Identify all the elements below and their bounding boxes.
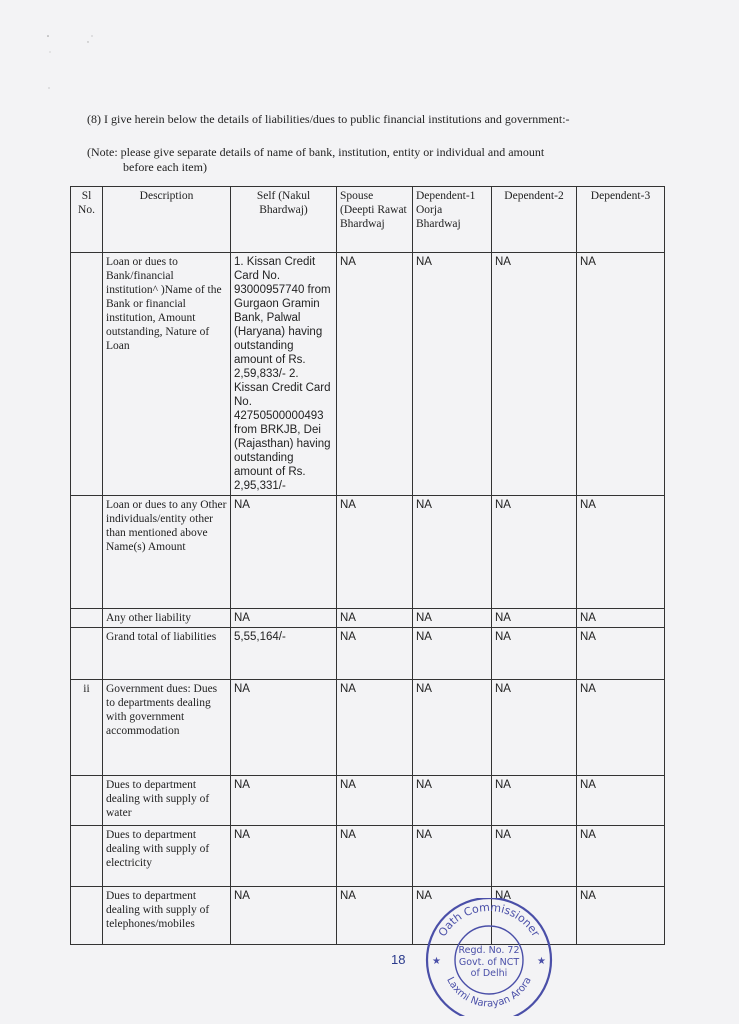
cell-dependent-2: NA (492, 887, 577, 945)
cell-dependent-3: NA (577, 628, 665, 680)
col-header-dependent-3: Dependent-3 (577, 187, 665, 253)
cell-spouse: NA (337, 776, 413, 826)
table-row (71, 776, 665, 826)
page-number: 18 (391, 952, 406, 967)
table-row (71, 609, 665, 628)
cell-self: NA (231, 776, 337, 826)
col-header-dependent-1: Dependent-1 Oorja Bhardwaj (413, 187, 492, 253)
cell-spouse: NA (337, 628, 413, 680)
stamp-top-text: Oath Commissioner (435, 900, 543, 939)
cell-dependent-3: NA (577, 253, 665, 496)
cell-spouse: NA (337, 826, 413, 887)
cell-dependent-3: NA (577, 609, 665, 628)
cell-sl (71, 496, 103, 609)
cell-self: NA (231, 609, 337, 628)
liabilities-table (70, 186, 665, 945)
cell-dependent-2: NA (492, 609, 577, 628)
col-header-sl: Sl No. (71, 187, 103, 253)
cell-dependent-3: NA (577, 496, 665, 609)
note-line-2: before each item) (123, 160, 207, 174)
cell-self: 1. Kissan Credit Card No. 93000957740 from Gurgaon Gramin Bank, Palwal (Haryana) having outstanding amount of Rs. 2,59,833/- 2. Kissan Credit Card No. 42750500000493 from BRKJB, Dei (Rajasthan) having outstanding amount of Rs. 2,95,331/- (231, 253, 337, 496)
star-icon: ★ (537, 956, 546, 967)
cell-self: NA (231, 680, 337, 776)
stamp-center-line-1: Regd. No. 72 (458, 945, 520, 956)
cell-description: Loan or dues to any Other individuals/entity other than mentioned above Name(s) Amount (103, 496, 231, 609)
cell-sl: ii (71, 680, 103, 776)
scan-specks (40, 30, 100, 90)
cell-dependent-2: NA (492, 776, 577, 826)
cell-dependent-2: NA (492, 628, 577, 680)
cell-dependent-3: NA (577, 680, 665, 776)
cell-spouse: NA (337, 887, 413, 945)
col-header-description: Description (103, 187, 231, 253)
table-row (71, 496, 665, 609)
cell-sl (71, 609, 103, 628)
cell-dependent-2: NA (492, 253, 577, 496)
intro-statement: (8) I give herein below the details of liabilities/dues to public financial institutions and government:- (87, 112, 570, 126)
cell-dependent-1: NA (413, 609, 492, 628)
stamp-bottom-text: Laxmi Narayan Arora (444, 975, 534, 1010)
star-icon: ★ (432, 956, 441, 967)
cell-sl (71, 887, 103, 945)
cell-dependent-1: NA (413, 253, 492, 496)
col-header-dependent-2: Dependent-2 (492, 187, 577, 253)
cell-spouse: NA (337, 496, 413, 609)
cell-self: NA (231, 496, 337, 609)
cell-sl (71, 776, 103, 826)
table-row (71, 887, 665, 945)
col-header-self: Self (Nakul Bhardwaj) (231, 187, 337, 253)
table-row (71, 680, 665, 776)
table-header-row (71, 187, 665, 253)
cell-dependent-2: NA (492, 680, 577, 776)
cell-self: 5,55,164/- (231, 628, 337, 680)
cell-dependent-1: NA (413, 628, 492, 680)
cell-dependent-1: NA (413, 776, 492, 826)
cell-spouse: NA (337, 253, 413, 496)
cell-dependent-1: NA (413, 826, 492, 887)
oath-commissioner-stamp (418, 898, 560, 1016)
cell-self: NA (231, 887, 337, 945)
cell-description: Government dues: Dues to departments dealing with government accommodation (103, 680, 231, 776)
cell-dependent-1: NA (413, 680, 492, 776)
cell-dependent-3: NA (577, 887, 665, 945)
table-row (71, 628, 665, 680)
note-text (87, 145, 647, 175)
table-row (71, 826, 665, 887)
cell-dependent-2: NA (492, 826, 577, 887)
cell-self: NA (231, 826, 337, 887)
col-header-spouse: Spouse (Deepti Rawat Bhardwaj (337, 187, 413, 253)
cell-dependent-1: NA (413, 887, 492, 945)
cell-description: Dues to department dealing with supply of electricity (103, 826, 231, 887)
cell-dependent-3: NA (577, 826, 665, 887)
cell-spouse: NA (337, 680, 413, 776)
table-row (71, 253, 665, 496)
cell-spouse: NA (337, 609, 413, 628)
cell-sl (71, 826, 103, 887)
cell-dependent-2: NA (492, 496, 577, 609)
cell-description: Dues to department dealing with supply of telephones/mobiles (103, 887, 231, 945)
cell-description: Grand total of liabilities (103, 628, 231, 680)
cell-sl (71, 628, 103, 680)
cell-description: Loan or dues to Bank/financial institution^ )Name of the Bank or financial institution, Amount outstanding, Nature of Loan (103, 253, 231, 496)
stamp-center-line-2: Govt. of NCT (458, 957, 520, 968)
note-line-1: (Note: please give separate details of name of bank, institution, entity or individual and amount (87, 145, 545, 159)
stamp-center-line-3: of Delhi (470, 968, 508, 979)
cell-description: Any other liability (103, 609, 231, 628)
cell-dependent-1: NA (413, 496, 492, 609)
cell-dependent-3: NA (577, 776, 665, 826)
cell-sl (71, 253, 103, 496)
cell-description: Dues to department dealing with supply of water (103, 776, 231, 826)
